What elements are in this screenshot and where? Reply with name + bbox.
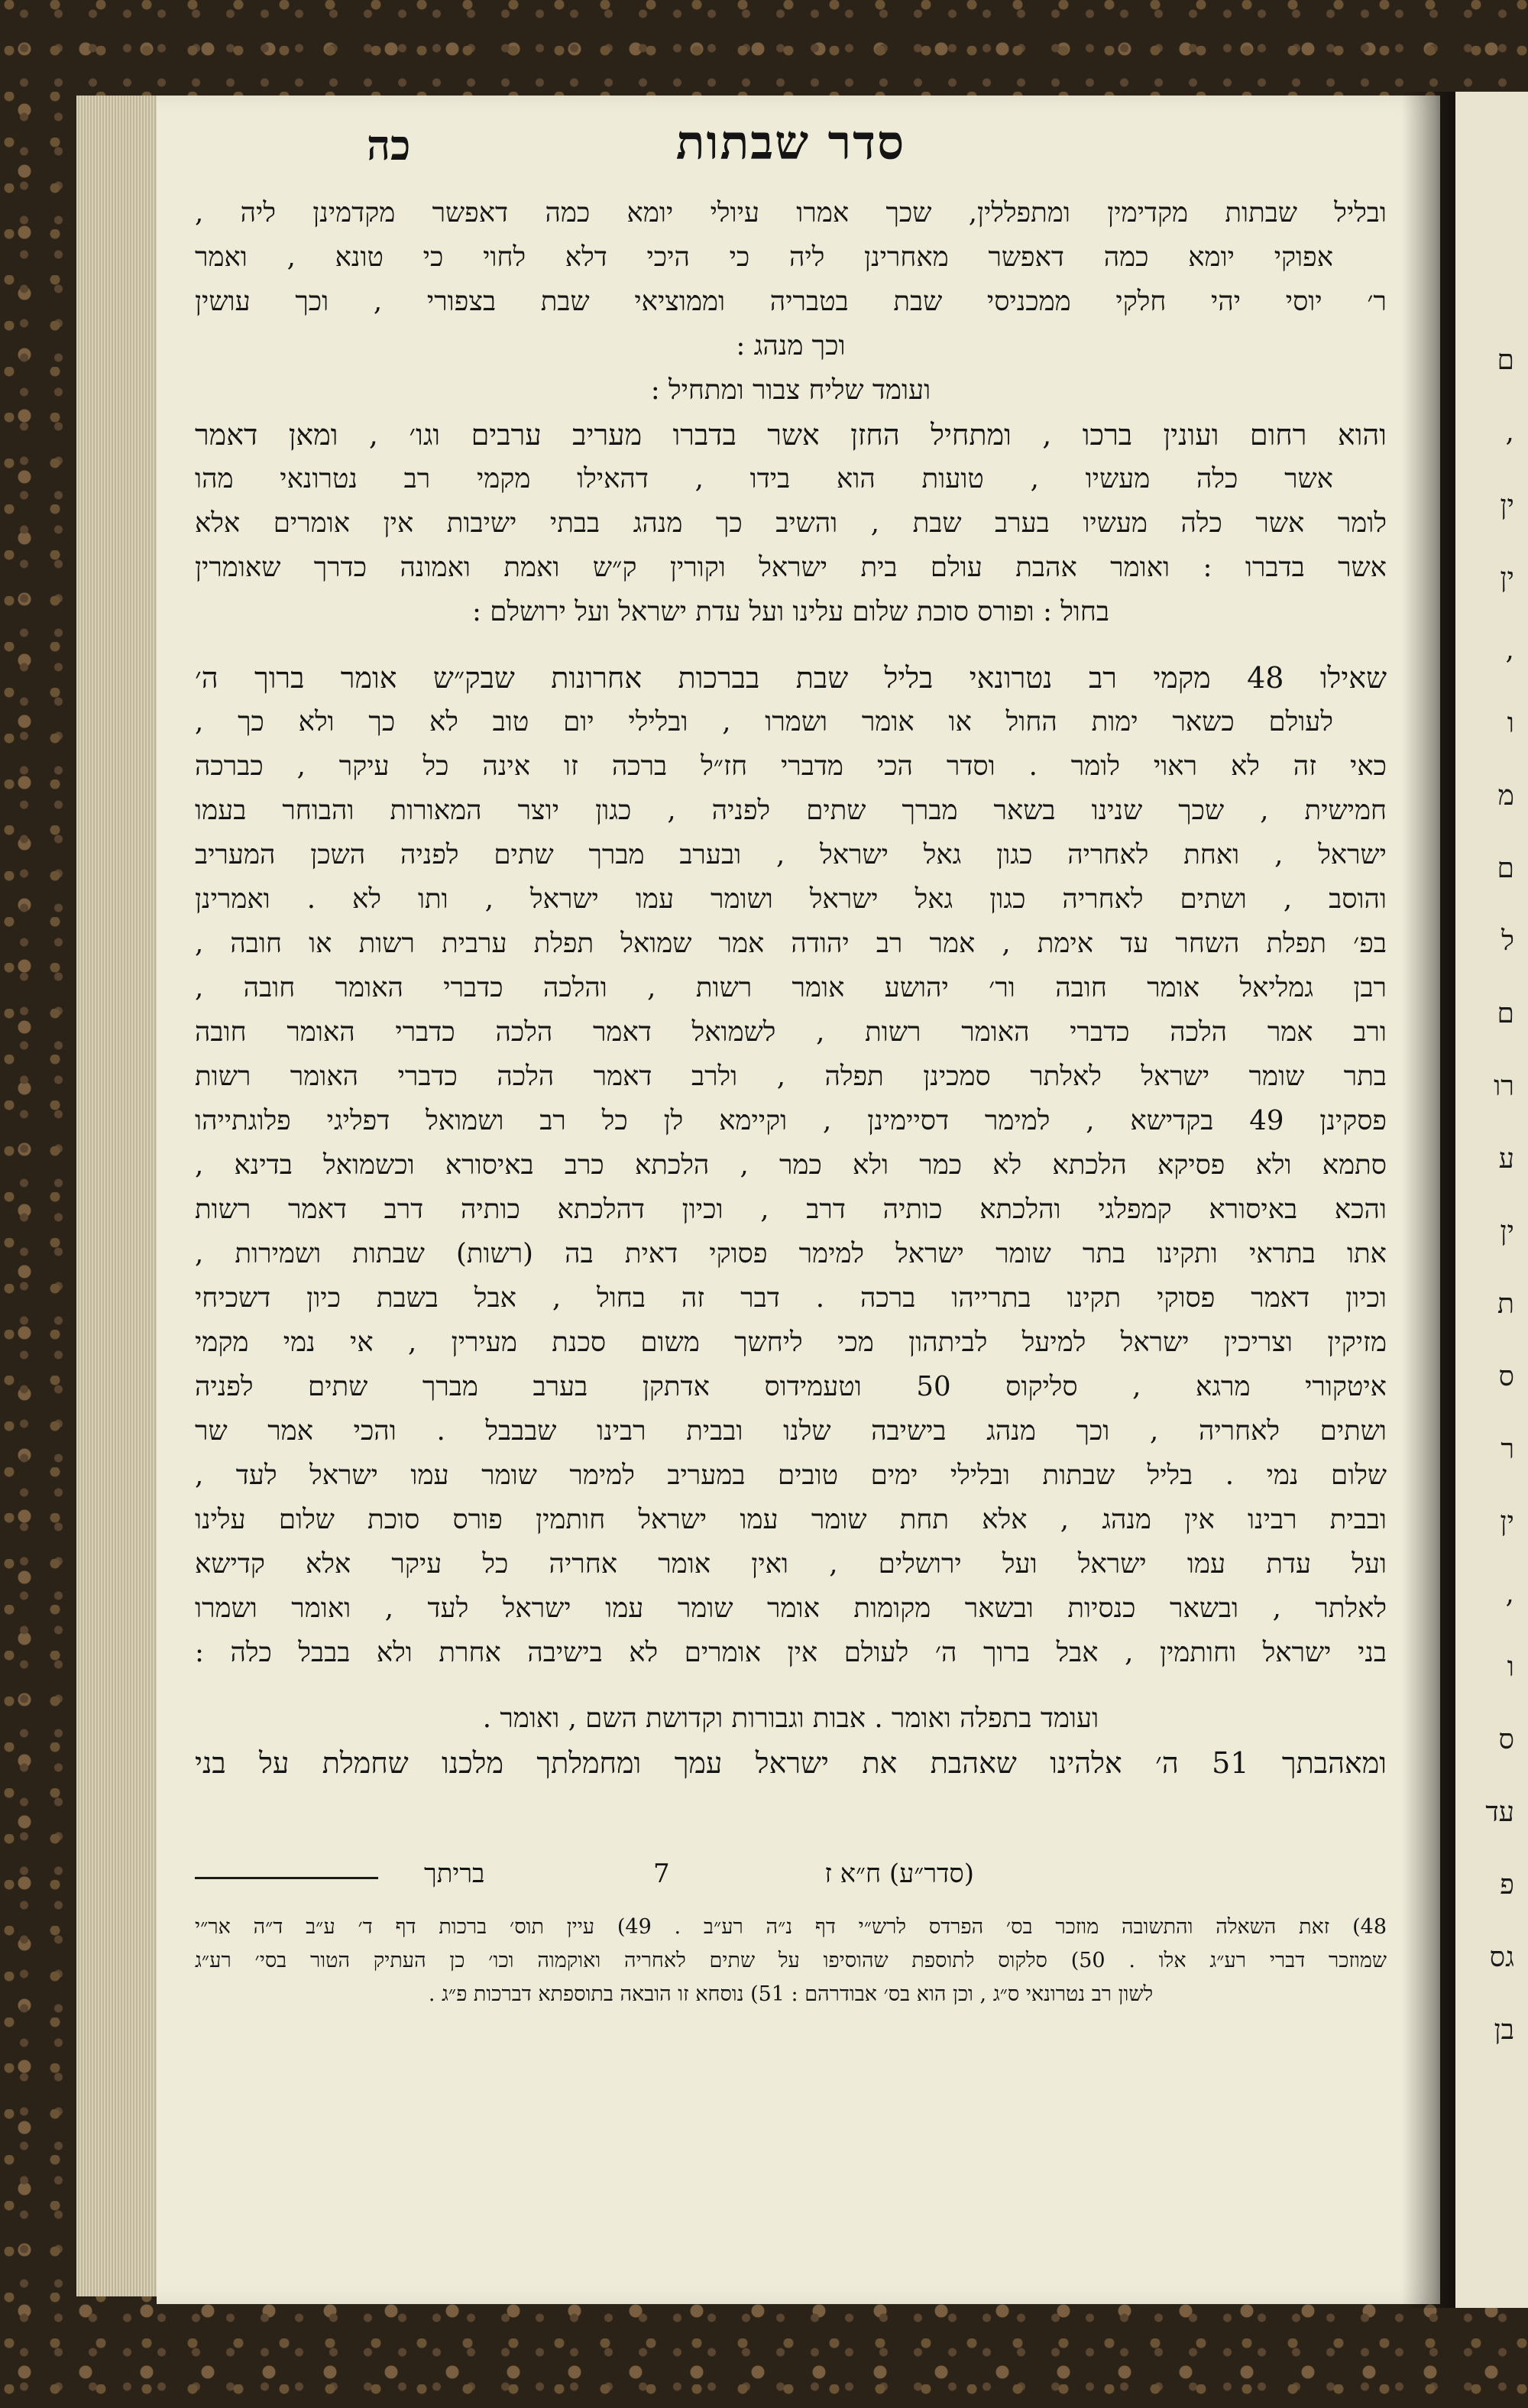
- text-line: סתמא ולא פסיקא הלכתא לא כמר ולא כמר , הלכתא כרב באיסורא וכשמואל בדינא ,: [195, 1149, 1387, 1181]
- page-content: [195, 115, 1387, 2277]
- running-title: סדר שבתות: [675, 115, 906, 170]
- facing-page-glyph: ת: [1497, 1288, 1514, 1320]
- facing-page-glyph: רו: [1494, 1071, 1514, 1102]
- text-line: והוסב , ושתים לאחריה כגון גאל ישראל ושומר עמו ישראל , ותו לא . ואמרינן: [195, 883, 1387, 915]
- text-line: איטקורי מרגא , סליקוס 50 וטעמידוס אדתקן בערב מברך שתים לפניה: [195, 1371, 1387, 1402]
- text-line: לומר אשר כלה מעשיו בערב שבת , והשיב כך מנהג בבתי ישיבות אין אומרים אלא: [195, 507, 1387, 539]
- text-line: ומאהבתך 51 ה׳ אלהינו שאהבת את ישראל עמך ומחמלתך מלכנו שחמלת על בני: [195, 1746, 1387, 1780]
- footnote-rule: [195, 1877, 378, 1879]
- facing-page-glyph: ,: [1505, 416, 1514, 448]
- body-text: [195, 191, 1387, 1785]
- text-line: אתו בתראי ותקינו בתר שומר ישראל למימר פסוקי דאית בה (רשות) שבתות ושמירות ,: [195, 1238, 1387, 1269]
- facing-page-glyph: ,: [1505, 634, 1514, 666]
- text-line: בפ׳ תפלת השחר עד אימת , אמר רב יהודה אמר שמואל תפלת ערבית רשות או חובה ,: [195, 928, 1387, 959]
- text-line: בתר שומר ישראל לאלתר סמכינן תפלה , ולרב דאמר הלכה כדברי האומר רשות: [195, 1061, 1387, 1092]
- text-line: ועל עדת עמו ישראל ועל ירושלים , ואין אומר אחריה כל עיקר אלא קדישא: [195, 1548, 1387, 1580]
- text-line: ורב אמר הלכה כדברי האומר רשות , לשמואל דאמר הלכה כדברי האומר חובה: [195, 1016, 1387, 1048]
- text-line: ועומד שליח צבור ומתחיל :: [650, 374, 931, 406]
- page-stack-edge: [76, 96, 160, 2296]
- footnotes: [195, 1911, 1387, 2011]
- facing-page-glyph: ,: [1505, 1578, 1514, 1609]
- text-line: מזיקין וצריכין ישראל למיעל לביתהון מכי ליחשך משום סכנת מעירין , אי נמי מקמי: [195, 1327, 1387, 1358]
- text-line: וכיון דאמר פסוקי תקינו בתרייהו ברכה . דבר זה בחול , אבל בשבת כיון דשכיחי: [195, 1282, 1387, 1314]
- text-line: אפוקי יומא כמה דאפשר מאחרינן ליה כי היכי דלא לחוי כי טונא , ואמר: [195, 241, 1333, 273]
- text-line: אשר בדברו : ואומר אהבת עולם בית ישראל וקורין ק״ש ואמת ואמונה כדרך שאומרין: [195, 552, 1387, 583]
- text-line: חמישית , שכך שנינו בשאר מברך שתים לפניה , כגון יוצר המאורות והבוחר בעמו: [195, 795, 1387, 826]
- text-line: אשר כלה מעשיו , טועות הוא בידו , דהאילו מקמי רב נטרונאי מהו: [195, 463, 1333, 494]
- facing-page-glyph: עד: [1485, 1797, 1514, 1828]
- text-line: ר׳ יוסי יהי חלקי ממכניסי שבת בטבריה וממוציאי שבת בצפורי , וכך עושין: [195, 286, 1387, 317]
- footnote-line: שמוזכר דברי רע״ג אלו . 50) סלקוס לתוספת שהוסיפו על שתים לאחריה ואוקמוה וכו׳ כן העתיק הטור בסי׳ רע״ג: [195, 1949, 1387, 1972]
- facing-page-glyph: ין: [1500, 562, 1514, 594]
- facing-page-glyph: ע: [1498, 1143, 1514, 1175]
- text-line: ועומד בתפלה ואומר . אבות וגבורות וקדושת השם , ואומר .: [482, 1703, 1099, 1734]
- signature-number: 7: [653, 1859, 670, 1889]
- signature-mark: (סדר״ע) ח״א ז: [824, 1859, 974, 1889]
- facing-page-glyph: ין: [1500, 1216, 1514, 1247]
- paragraph-gap: [195, 1675, 1387, 1697]
- text-line: לעולם כשאר ימות החול או אומר ושמרו , ובלילי יום טוב לא כך ולא כך ,: [195, 706, 1333, 737]
- text-line: שאילו 48 מקמי רב נטרונאי בליל שבת בברכות אחרונות שבק״ש אומר ברוך ה׳: [195, 661, 1387, 695]
- facing-page-glyph: מ: [1497, 780, 1514, 812]
- text-line: פסקינן 49 בקדישא , למימר דסיימינן , וקיימא לן כל רב ושמואל דפליגי פלוגתייהו: [195, 1105, 1387, 1136]
- footnote-line: 48) זאת השאלה והתשובה מוזכר בס׳ הפרדס לרש״י דף נ״ה רע״ב . 49) עיין תוס׳ ברכות דף ד׳ ע״ב ד״ה אר״י: [195, 1915, 1387, 1939]
- text-line: שלום נמי . בליל שבתות ובלילי ימים טובים במעריב למימר שומר עמו ישראל לעד ,: [195, 1460, 1387, 1491]
- paragraph-gap: [195, 634, 1387, 656]
- text-line: כאי זה לא ראוי לומר . וסדר הכי מדברי חז״ל ברכה זו אינה כל עיקר , כברכה: [195, 750, 1387, 782]
- facing-page-glyph: בן: [1494, 2014, 1514, 2046]
- text-line: בני ישראל וחותמין , אבל ברוך ה׳ לעולם אין אומרים לא בישיבה אחרת ולא בבבל כלה :: [195, 1637, 1387, 1668]
- running-header: [195, 115, 1387, 183]
- facing-page-glyph: ין: [1500, 1506, 1514, 1538]
- facing-page-glyph: גס: [1489, 1942, 1514, 1973]
- facing-page-glyph: ר: [1500, 1434, 1514, 1465]
- facing-page-glyph: ס: [1498, 1361, 1514, 1392]
- facing-page-glyph: ס: [1498, 1724, 1514, 1755]
- page-number: כה: [367, 121, 411, 170]
- facing-page-glyph: ם: [1497, 998, 1514, 1029]
- footnote-line: לשון רב נטרונאי ס״ג , וכן הוא בס׳ אבודרהם : 51) נוסחא זו הובאה בתוספתא דברכות פ״ג .: [428, 1982, 1154, 2006]
- text-line: ובבית רבינו אין מנהג , אלא תחת שומר עמו ישראל חותמין פורס סוכת שלום עלינו: [195, 1504, 1387, 1535]
- facing-page-glyph: ם: [1497, 345, 1514, 376]
- facing-page-glyph: ל: [1501, 925, 1514, 957]
- facing-page-glyph: ם: [1497, 853, 1514, 884]
- facing-page-fragment: [1455, 92, 1528, 2308]
- text-line: בחול : ופורס סוכת שלום עלינו ועל עדת ישראל ועל ירושלם :: [471, 596, 1110, 627]
- text-line: ישראל , ואחת לאחריה כגון גאל ישראל , ובערב מברך שתים לפניה השכן המעריב: [195, 839, 1387, 870]
- facing-page-glyph: פ: [1500, 1869, 1514, 1901]
- facing-page-glyph: ו: [1507, 1651, 1514, 1683]
- text-line: ובליל שבתות מקדימין ומתפללין, שכך אמרו עיולי יומא כמה דאפשר מקדמינן ליה ,: [195, 197, 1387, 228]
- text-line: ושתים לאחריה , וכך מנהג בישיבה שלנו ובבית רבינו שבבבל . והכי אמר שר: [195, 1415, 1387, 1447]
- catchword: בריתך: [424, 1859, 485, 1889]
- spine-shadow: [1402, 92, 1455, 2308]
- facing-page-glyph: ו: [1507, 708, 1514, 739]
- text-line: והוא רחום ועונין ברכו , ומתחיל החזן אשר בדברו מעריב ערבים וגו׳ , ומאן דאמר: [195, 418, 1387, 452]
- text-line: והכא באיסורא קמפלגי והלכתא כותיה דרב , וכיון דהלכתא כותיה דרב דאמר רשות: [195, 1194, 1387, 1225]
- facing-page-glyph: ין: [1500, 490, 1514, 521]
- signature-line: [195, 1859, 1387, 1897]
- text-line: רבן גמליאל אומר חובה ור׳ יהושע אומר רשות , והלכה כדברי האומר חובה ,: [195, 972, 1387, 1003]
- text-line: לאלתר , ובשאר כנסיות ובשאר מקומות אומר שומר עמו ישראל לעד , ואומר ושמרו: [195, 1593, 1387, 1624]
- text-line: וכך מנהג :: [736, 330, 846, 361]
